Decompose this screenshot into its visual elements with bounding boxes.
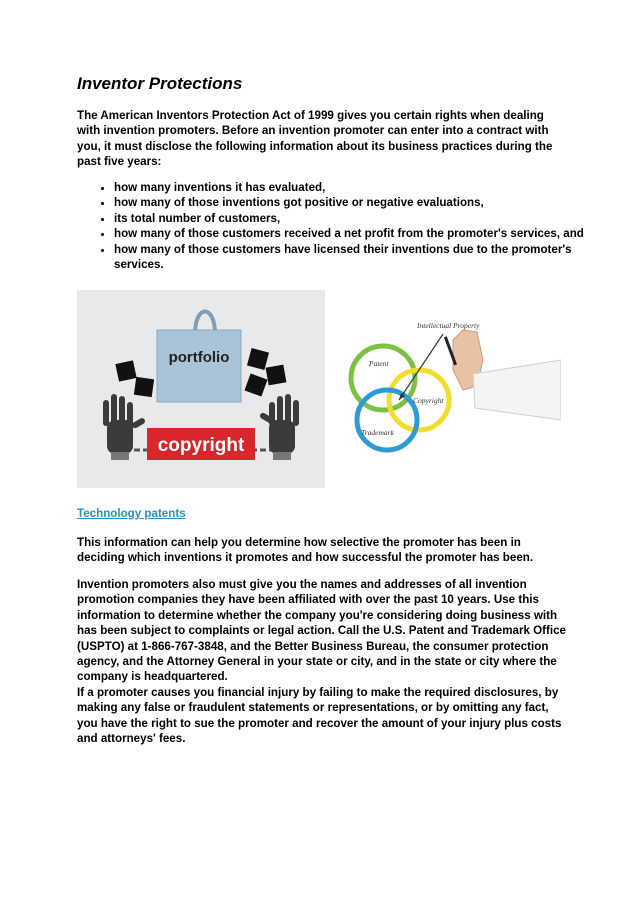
promoters-paragraph: Invention promoters also must give you the names and addresses of all invention promotion companies they have been affiliated with over the past 10 years. Use this information to determine whether the company you're considering doing business with has been subject to complaints or legal action. Call the U.S. Patent and Trademark Office (USPTO) at 1-866-767-3848, and the Better Business Bureau, the consumer protection agency, and the Attorney General in your state or city, and in the state or city where the company is headquartered. [77, 578, 566, 684]
black-square [266, 365, 287, 386]
patent-label: Patent [369, 359, 389, 368]
list-item: • how many inventions it has evaluated, [114, 180, 584, 195]
portfolio-bag [157, 330, 241, 402]
copyright-venn-label: Copyright [413, 396, 444, 405]
intro-paragraph: The American Inventors Protection Act of 1999 gives you certain rights when dealing with invention promoters. Before an invention promoter can enter into a contract with you, it must disclose the following information about its business practices during the past five years: [77, 109, 553, 169]
info-paragraph: This information can help you determine how selective the promoter has been in deciding which inventions it promotes and how successful the promoter has been. [77, 536, 534, 565]
ip-label: Intellectual Property [417, 321, 480, 330]
list-item: • how many of those inventions got positive or negative evaluations, [114, 195, 584, 210]
copyright-label: copyright [157, 435, 245, 456]
black-square [134, 377, 154, 397]
trademark-label: Trademark [361, 428, 394, 437]
list-item: • its total number of customers, [114, 211, 584, 226]
page-title: Inventor Protections [77, 74, 243, 93]
portfolio-copyright-illustration [77, 290, 325, 488]
intellectual-property-venn-image [343, 290, 561, 488]
list-item: • how many of those customers have licensed their inventions due to the promoter's services. [114, 242, 584, 273]
portfolio-label: portfolio [168, 349, 230, 366]
venn-diagram [343, 290, 561, 488]
technology-patents-link[interactable]: Technology patents [77, 507, 186, 520]
list-item: • how many of those customers received a net profit from the promoter's services, and [114, 226, 584, 241]
disclosure-list [77, 180, 584, 272]
portfolio-copyright-image [77, 290, 325, 488]
black-square [115, 360, 136, 381]
injury-paragraph: If a promoter causes you financial injury by failing to make the required disclosures, by making any false or fraudulent statements or representations, or by omitting any fact, you have the right to sue the promoter and recover the amount of your injury plus costs and attorneys' fees. [77, 686, 562, 746]
